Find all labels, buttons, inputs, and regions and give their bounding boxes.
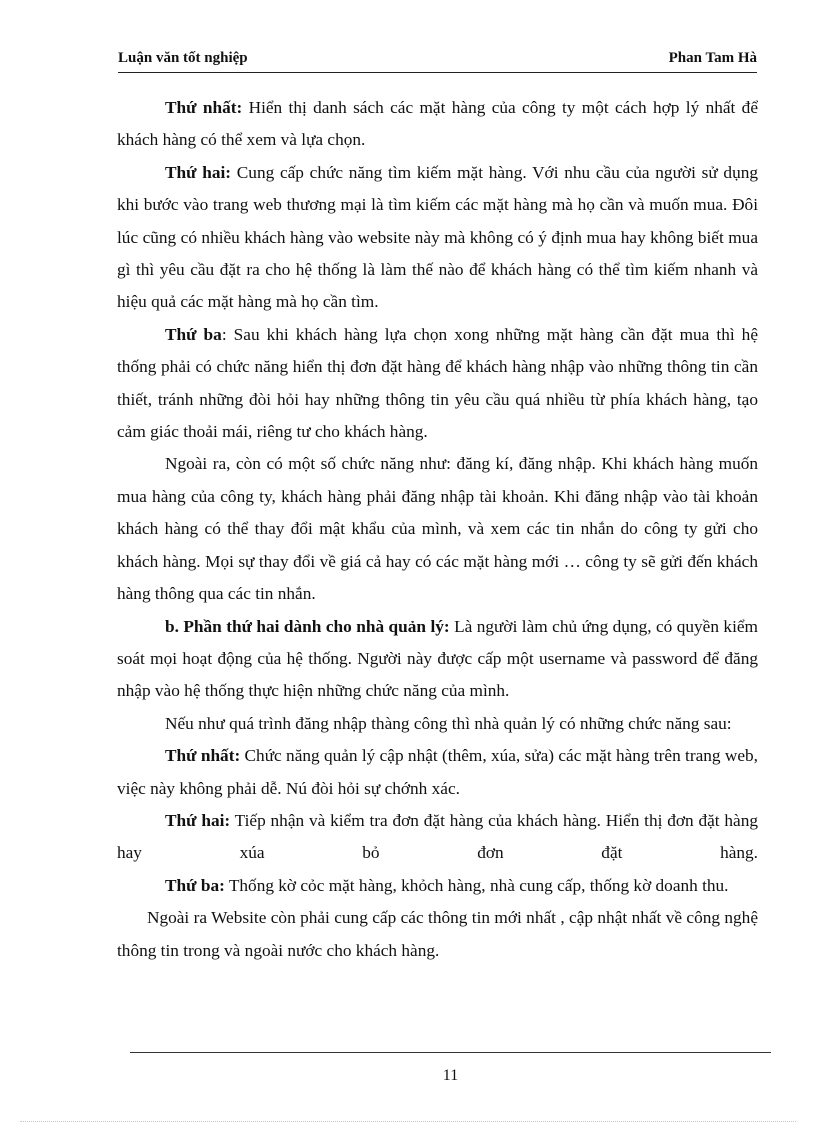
paragraph-lead: Thứ ba: bbox=[165, 875, 225, 895]
paragraph-lead: Thứ hai: bbox=[165, 810, 231, 830]
paragraph-text: Hiển thị danh sách các mặt hàng của công ty một cách hợp lý nhất để khách hàng có thể xem và lựa chọn. bbox=[117, 98, 758, 150]
paragraph-lead: Thứ nhất: bbox=[165, 746, 241, 766]
paragraph-lead: Thứ hai: bbox=[165, 162, 232, 182]
paragraph-customer-function-1 bbox=[117, 92, 758, 157]
paragraph-admin-function-3 bbox=[117, 870, 758, 902]
paragraph-admin-section bbox=[117, 611, 758, 708]
paragraph-lead: b. Phần thứ hai dành cho nhà quản lý: bbox=[165, 616, 450, 636]
page-number: 11 bbox=[442, 1067, 459, 1084]
paragraph-text: Ngoài ra Website còn phải cung cấp các thông tin mới nhất , cập nhật nhất về công nghệ thông tin trong và ngoài nước cho khách hàng. bbox=[117, 908, 758, 960]
paragraph-customer-function-3 bbox=[117, 319, 758, 449]
paragraph-text: Nếu như quá trình đăng nhập thàng công thì nhà quản lý có những chức năng sau: bbox=[165, 713, 732, 733]
paragraph-customer-function-2 bbox=[117, 157, 758, 319]
paragraph-text: Là người làm chủ ứng dụng, có quyền kiểm soát mọi hoạt động của hệ thống. Người này được cấp một username và password để đăng nhập vào hệ thống thực hiện những chức năng của mình. bbox=[117, 616, 758, 701]
paragraph-text: Ngoài ra, còn có một số chức năng như: đăng kí, đăng nhập. Khi khách hàng muốn mua hàng của công ty, khách hàng phải đăng nhập tài khoản. Khi đăng nhập vào tài khoản khách hàng có thể thay đổi mật khẩu của mình, và xem các tin nhắn do công ty gửi cho khách hàng. Mọi sự thay đổi về giá cả hay có các mặt hàng mới … công ty sẽ gửi đến khách hàng thông qua các tin nhắn. bbox=[117, 454, 758, 604]
paragraph-customer-extras bbox=[117, 448, 758, 610]
document-body bbox=[117, 92, 758, 967]
paragraph-text: Cung cấp chức năng tìm kiếm mặt hàng. Với nhu cầu của người sử dụng khi bước vào trang web thương mại là tìm kiếm các mặt hàng mà họ cần và muốn mua. Đôi lúc cũng có nhiều khách hàng vào website này mà không có ý định mua hay không biết mua gì thì yêu cầu đặt ra cho hệ thống là làm thế nào để khách hàng có thể tìm kiếm nhanh và hiệu quả các mặt hàng mà họ cần tìm. bbox=[117, 162, 758, 312]
paragraph-website-info bbox=[117, 902, 758, 967]
running-header bbox=[118, 48, 757, 73]
paragraph-lead: Thứ ba bbox=[165, 324, 222, 344]
footer-divider bbox=[130, 1052, 771, 1053]
paragraph-text: : Sau khi khách hàng lựa chọn xong những mặt hàng cần đặt mua thì hệ thống phải có chức năng hiển thị đơn đặt hàng để khách hàng nhập vào những thông tin cần thiết, tránh những đòi hỏi hay những thông tin yêu cầu quá nhiều từ phía khách hàng, tạo cảm giác thoải mái, riêng tư cho khách hàng. bbox=[117, 324, 758, 442]
paragraph-admin-intro bbox=[117, 708, 758, 740]
paragraph-text: Thống kờ cỏc mặt hàng, khỏch hàng, nhà cung cấp, thống kờ doanh thu. bbox=[224, 875, 729, 895]
paragraph-text: Chức năng quản lý cập nhật (thêm, xúa, sửa) các mặt hàng trên trang web, việc này không phải dễ. Nú đòi hỏi sự chớnh xác. bbox=[117, 746, 758, 798]
paragraph-lead: Thứ nhất: bbox=[165, 98, 243, 117]
header-author-name: Phan Tam Hà bbox=[668, 50, 757, 66]
paragraph-admin-function-1 bbox=[117, 740, 758, 805]
paragraph-admin-function-2 bbox=[117, 805, 758, 870]
header-thesis-title: Luận văn tốt nghiệp bbox=[118, 50, 248, 66]
paragraph-text: Tiếp nhận và kiểm tra đơn đặt hàng của khách hàng. Hiển thị đơn đặt hàng hay xúa bỏ đơn đặt hàng. bbox=[117, 810, 758, 863]
page-bottom-edge bbox=[20, 1121, 796, 1122]
